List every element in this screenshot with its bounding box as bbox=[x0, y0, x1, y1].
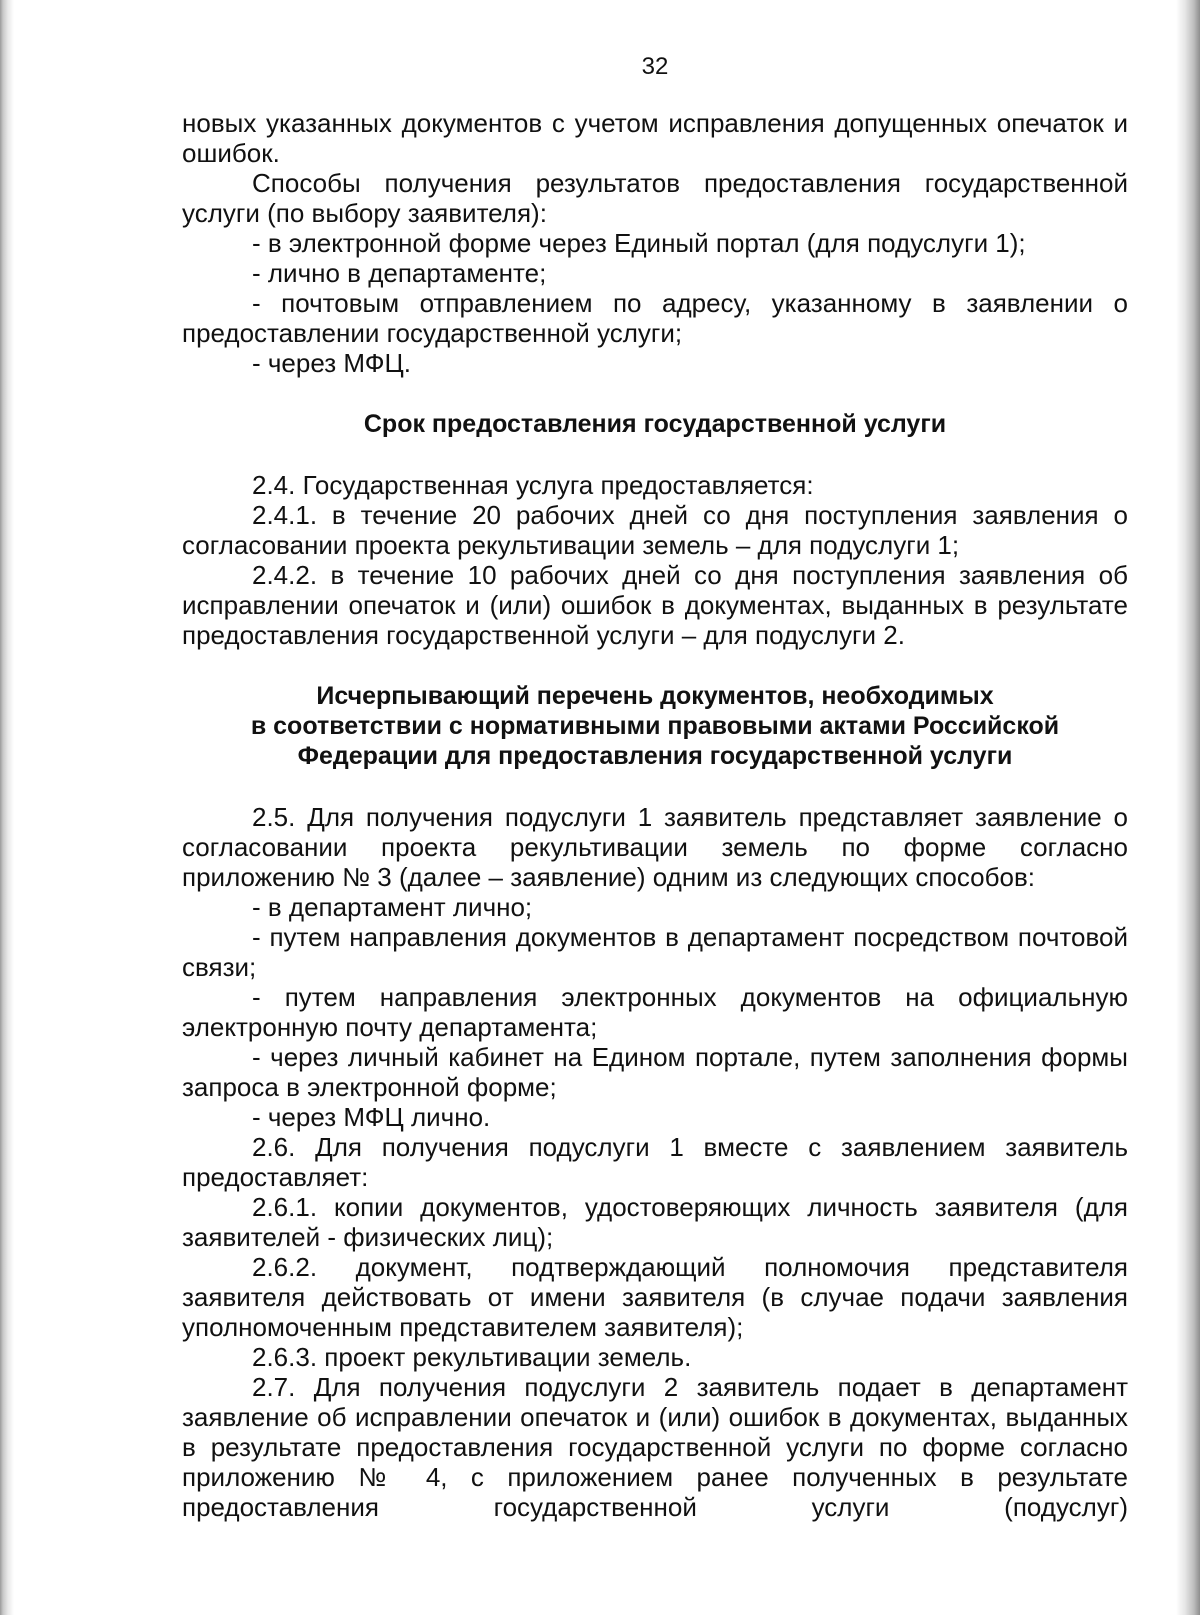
paragraph: 2.6.2. документ, подтверждающий полномочия представителя заявителя действовать от имени заявителя (в случае подачи заявления уполномоченным представителем заявителя); bbox=[182, 1252, 1128, 1342]
paragraph: 2.5. Для получения подуслуги 1 заявитель представляет заявление о согласовании проекта рекультивации земель по форме согласно приложению № 3 (далее – заявление) одним из следующих способов: bbox=[182, 802, 1128, 892]
paragraph: - через МФЦ. bbox=[252, 348, 411, 378]
scan-edge-right bbox=[1176, 0, 1200, 1615]
paragraph: 2.6. Для получения подуслуги 1 вместе с заявлением заявитель предоставляет: bbox=[182, 1132, 1128, 1192]
paragraph: - в департамент лично; bbox=[252, 892, 533, 922]
paragraph: Способы получения результатов предоставления государственной услуги (по выбору заявителя): bbox=[182, 168, 1128, 228]
heading-spacer bbox=[182, 378, 1128, 409]
paragraph: - через личный кабинет на Едином портале, путем заполнения формы запроса в электронной форме; bbox=[182, 1042, 1128, 1102]
paragraph: новых указанных документов с учетом исправления допущенных опечаток и ошибок. bbox=[182, 108, 1128, 168]
section-heading-line: Срок предоставления государственной услуги bbox=[363, 410, 947, 438]
section-heading-line: в соответствии с нормативными правовыми актами Российской bbox=[250, 712, 1060, 740]
paragraph: 2.4. Государственная услуга предоставляется: bbox=[252, 470, 814, 500]
paragraph: - путем направления документов в департамент посредством почтовой связи; bbox=[182, 922, 1128, 982]
paragraph: - лично в департаменте; bbox=[252, 258, 547, 288]
paragraph: - почтовым отправлением по адресу, указанному в заявлении о предоставлении государственной услуги; bbox=[182, 288, 1128, 348]
paragraph: - в электронной форме через Единый портал (для подуслуги 1); bbox=[252, 228, 1026, 258]
section-heading bbox=[182, 681, 1128, 771]
paragraph: 2.4.2. в течение 10 рабочих дней со дня поступления заявления об исправлении опечаток и (или) ошибок в документах, выданных в результате предоставления государственной услуги – для подуслуги 2. bbox=[182, 560, 1128, 650]
document-page bbox=[182, 52, 1128, 1522]
heading-spacer bbox=[182, 650, 1128, 681]
page-number: 32 bbox=[641, 53, 669, 80]
heading-spacer bbox=[182, 439, 1128, 470]
section-heading bbox=[182, 409, 1128, 439]
paragraph: 2.6.3. проект рекультивации земель. bbox=[252, 1342, 692, 1372]
section-heading-line: Исчерпывающий перечень документов, необходимых bbox=[316, 682, 994, 710]
paragraph: 2.7. Для получения подуслуги 2 заявитель подает в департамент заявление об исправлении опечаток и (или) ошибок в документах, выданных в результате предоставления государственной услуги по форме согласно приложению № 4, с приложением ранее полученных в результате предоставления государственной услуги (подуслуг) bbox=[182, 1372, 1128, 1522]
scan-edge-left bbox=[0, 0, 14, 1615]
section-heading-line: Федерации для предоставления государственной услуги bbox=[297, 742, 1013, 770]
paragraph: - путем направления электронных документов на официальную электронную почту департамента; bbox=[182, 982, 1128, 1042]
heading-spacer bbox=[182, 771, 1128, 802]
paragraph: 2.6.1. копии документов, удостоверяющих личность заявителя (для заявителей - физических лиц); bbox=[182, 1192, 1128, 1252]
paragraph: 2.4.1. в течение 20 рабочих дней со дня поступления заявления о согласовании проекта рекультивации земель – для подуслуги 1; bbox=[182, 500, 1128, 560]
paragraph: - через МФЦ лично. bbox=[252, 1102, 491, 1132]
document-body bbox=[182, 108, 1128, 1522]
